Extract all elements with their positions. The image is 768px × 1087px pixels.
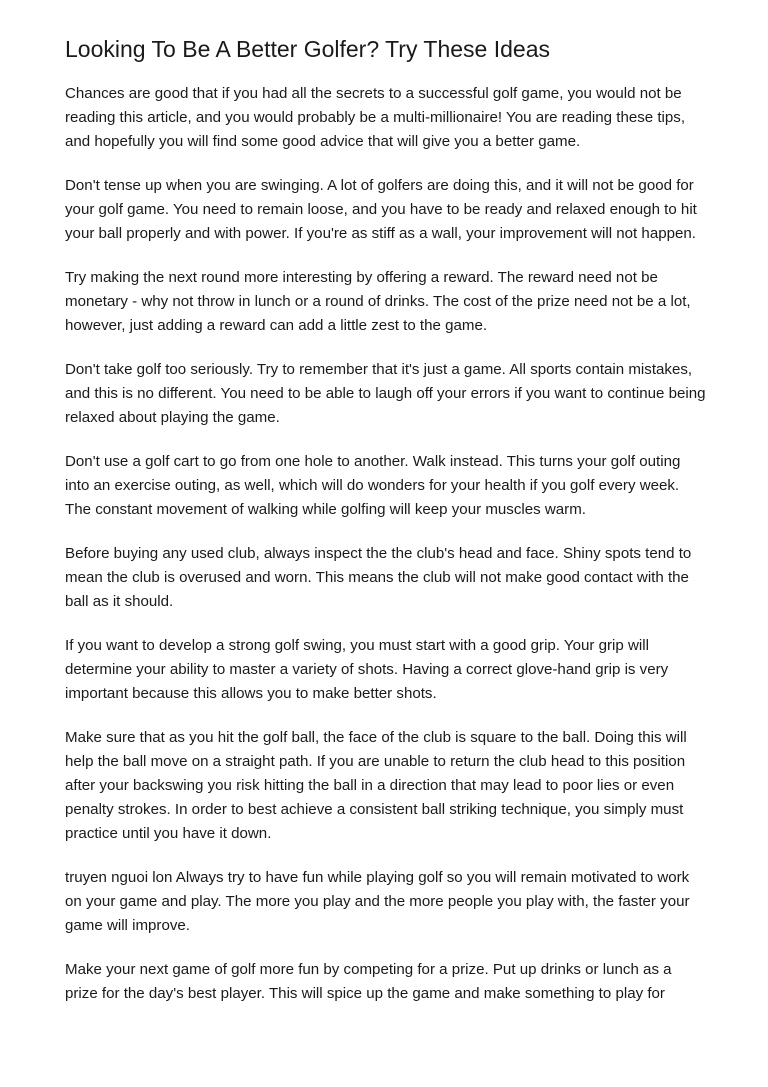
paragraph-not-serious: Don't take golf too seriously. Try to remember that it's just a game. All sports contain mistakes, and this is no different. You need to be able to laugh off your errors if you want to continue being relaxed about playing the game. — [65, 361, 706, 426]
paragraph-prize: Make your next game of golf more fun by competing for a prize. Put up drinks or lunch as a prize for the day's best player. This will spice up the game and make something to play for — [65, 961, 672, 1002]
paragraph-intro: Chances are good that if you had all the secrets to a successful golf game, you would not be reading this article, and you would probably be a multi-millionaire! You are reading these tips, and hopefully you will find some good advice that will give you a better game. — [65, 85, 686, 150]
paragraph-club-face: Make sure that as you hit the golf ball, the face of the club is square to the ball. Doing this will help the ball move on a straight path. If you are unable to return the club head to this position after your backswing you risk hitting the ball in a direction that may lead to poor lies or even penalty strokes. In order to best achieve a consistent ball striking technique, you simply must practice until you have it down. — [65, 729, 687, 842]
document-title: Looking To Be A Better Golfer? Try These Ideas — [65, 36, 550, 62]
paragraph-grip: If you want to develop a strong golf swing, you must start with a good grip. Your grip will determine your ability to master a variety of shots. Having a correct glove-hand grip is very important because this allows you to make better shots. — [65, 637, 669, 702]
paragraph-have-fun: truyen nguoi lon Always try to have fun while playing golf so you will remain motivated to work on your game and play. The more you play and the more people you play with, the faster your game will improve. — [65, 869, 690, 934]
paragraph-used-club: Before buying any used club, always inspect the the club's head and face. Shiny spots tend to mean the club is overused and worn. This means the club will not make good contact with the ball as it should. — [65, 545, 692, 610]
paragraph-walk: Don't use a golf cart to go from one hole to another. Walk instead. This turns your golf outing into an exercise outing, as well, which will do wonders for your health if you golf every week. The constant movement of walking while golfing will keep your muscles warm. — [65, 453, 681, 518]
paragraph-tense-up: Don't tense up when you are swinging. A lot of golfers are doing this, and it will not be good for your golf game. You need to remain loose, and you have to be ready and relaxed enough to hit your ball properly and with power. If you're as stiff as a wall, your improvement will not happen. — [65, 177, 697, 242]
paragraph-reward: Try making the next round more interesting by offering a reward. The reward need not be monetary - why not throw in lunch or a round of drinks. The cost of the prize need not be a lot, however, just adding a reward can add a little zest to the game. — [65, 269, 691, 334]
